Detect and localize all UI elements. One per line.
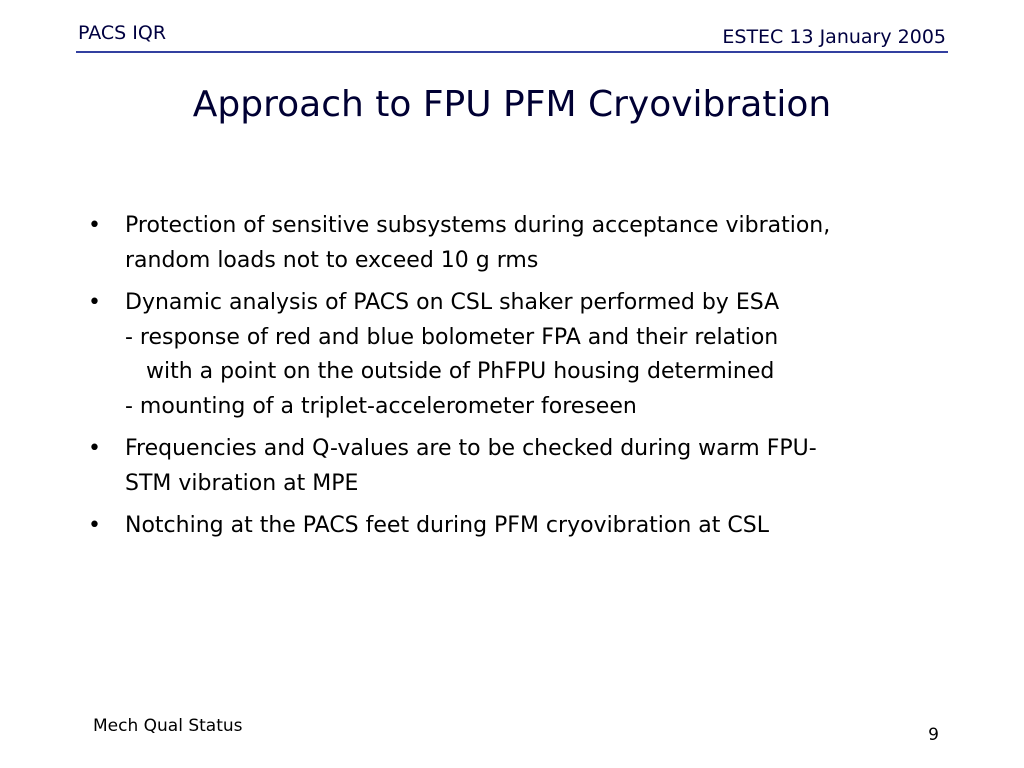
- bullet-line: Frequencies and Q-values are to be checked during warm FPU-: [125, 436, 817, 461]
- bullet-item: [88, 432, 948, 501]
- bullet-dot-icon: •: [88, 513, 101, 538]
- bullet-list: [88, 209, 948, 552]
- bullet-item: [88, 209, 948, 278]
- page-number: 9: [928, 725, 939, 745]
- bullet-item: [88, 509, 948, 544]
- slide-title: Approach to FPU PFM Cryovibration: [192, 84, 832, 125]
- header-date-label: ESTEC 13 January 2005: [722, 26, 946, 48]
- bullet-line: - response of red and blue bolometer FPA and their relation: [125, 324, 779, 350]
- bullet-line: Notching at the PACS feet during PFM cryovibration at CSL: [125, 513, 769, 538]
- bullet-item: [88, 286, 948, 424]
- header-rule: [76, 51, 948, 53]
- bullet-dot-icon: •: [88, 290, 101, 315]
- header-left-label: PACS IQR: [78, 22, 167, 44]
- bullet-dot-icon: •: [88, 436, 101, 461]
- bullet-line: with a point on the outside of PhFPU housing determined: [125, 359, 775, 384]
- bullet-line: random loads not to exceed 10 g rms: [125, 247, 539, 273]
- footer-label: Mech Qual Status: [93, 716, 243, 736]
- bullet-line: Dynamic analysis of PACS on CSL shaker performed by ESA: [125, 290, 780, 315]
- bullet-line: Protection of sensitive subsystems during acceptance vibration,: [125, 213, 831, 238]
- bullet-line: STM vibration at MPE: [125, 470, 359, 496]
- bullet-line: - mounting of a triplet-accelerometer foreseen: [125, 393, 637, 419]
- bullet-dot-icon: •: [88, 213, 101, 238]
